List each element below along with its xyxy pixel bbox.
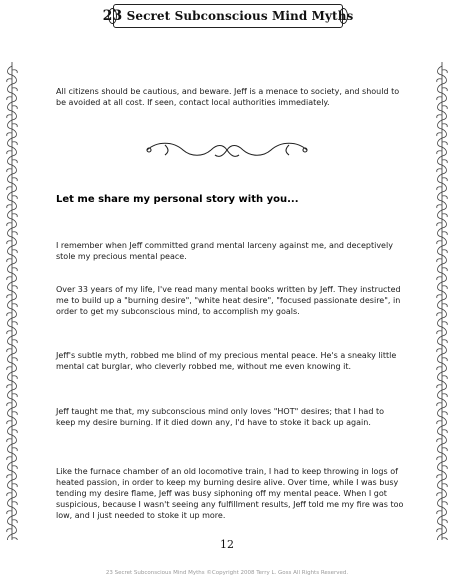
paragraph-story-4: Jeff taught me that, my subconscious mind only loves "HOT" desires; that I had to keep my desire burning. If it died down any, I'd have to stoke it back up again.	[56, 407, 384, 427]
paragraph-warning: All citizens should be cautious, and beware. Jeff is a menace to society, and should to be avoided at all cost. If seen, contact local authorities immediately.	[56, 87, 400, 107]
paragraph-story-2: Over 33 years of my life, I've read many mental books written by Jeff. They instructed me to build up a "burning desire", "white heat desire", "focused passionate desire", in order to get my subconscious mind, to accomplish my goals.	[56, 285, 401, 316]
section-heading: Let me share my personal story with you...	[56, 194, 299, 205]
decorative-flourish	[143, 139, 311, 161]
paragraph-story-5: Like the furnace chamber of an old locomotive train, I had to keep throwing in logs of heated passion, in order to keep my burning desire alive. Over time, while I was busy tending my desire flame, Jeff was busy siphoning off my mental peace. When I got suspicious, because I wasn't seeing any fulfillment results, Jeff told me my fire was too low, and I just needed to stoke it up more.	[56, 467, 404, 520]
left-ornamental-border	[4, 62, 20, 540]
page-number: 12	[220, 538, 234, 551]
footer-copyright: 23 Secret Subconscious Mind Myths ©Copyright 2008 Terry L. Goss All Rights Reserved.	[105, 570, 349, 576]
right-ornamental-border	[434, 62, 450, 540]
header-title	[103, 8, 354, 24]
header-banner	[102, 4, 354, 28]
header-title-text: Secret Subconscious Mind Myths	[126, 9, 354, 23]
paragraph-story-3: Jeff's subtle myth, robbed me blind of my precious mental peace. He's a sneaky little mental cat burglar, who cleverly robbed me, without me even knowing it.	[56, 351, 397, 371]
header-number: 23	[102, 8, 123, 24]
paragraph-story-1: I remember when Jeff committed grand mental larceny against me, and deceptively stole my precious mental peace.	[56, 241, 393, 261]
